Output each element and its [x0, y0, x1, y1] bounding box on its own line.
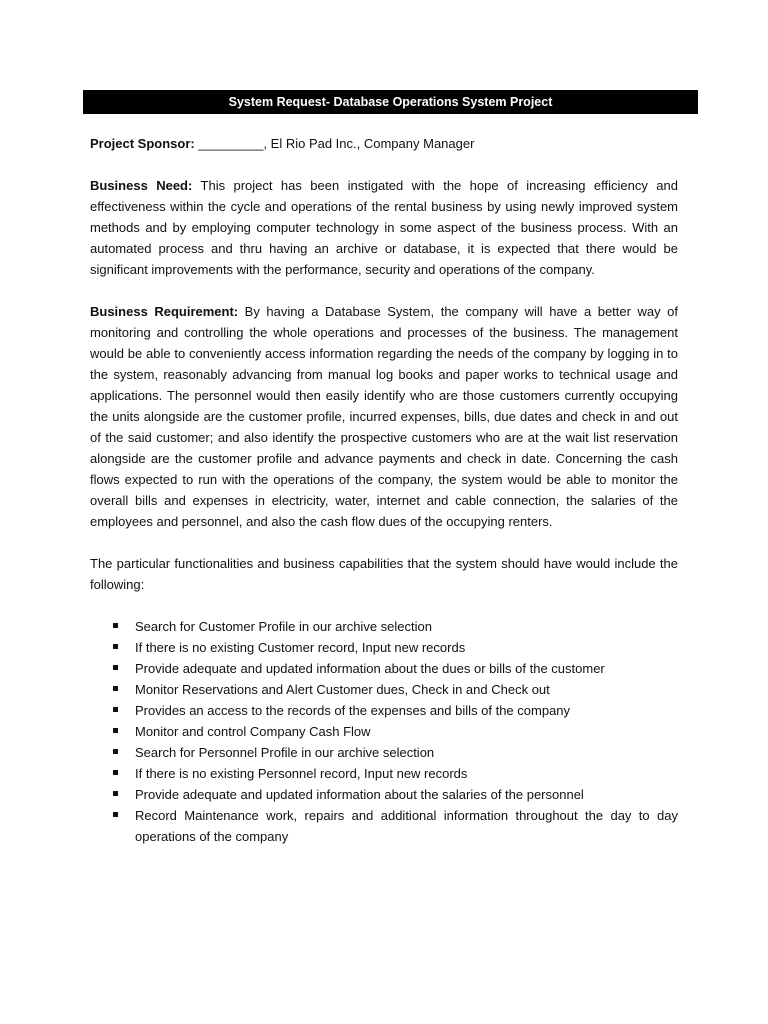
business-requirement-text: By having a Database System, the company will have a better way of monitoring and controlling the whole operations and processes of the business. The management would be able to conveniently access information regarding the needs of the company by logging in to the system, reasonably advancing from manual log books and paper works to technical usage and applications. The personnel would then easily identify who are those customers currently occupying the units alongside are the customer profile, incurred expenses, bills, due dates and check in and out of the said customer; and also identify the prospective customers who are at the wait list reservation alongside are the customer profile and advance payments and check in date. Concerning the cash flows expected to run with the operations of the company, the system would be able to monitor the overall bills and expenses in electricity, water, internet and cable connection, the salaries of the employees and personnel, and also the cash flow dues of the occupying renters. [90, 304, 679, 529]
list-item [90, 616, 678, 637]
list-item-text: Search for Personnel Profile in our archive selection [135, 745, 435, 760]
list-item [90, 658, 678, 679]
square-bullet-icon [113, 728, 118, 733]
square-bullet-icon [113, 665, 118, 670]
business-need-label: Business Need: [90, 178, 193, 193]
list-item-text: Search for Customer Profile in our archive selection [135, 619, 432, 634]
list-item-text: If there is no existing Customer record, Input new records [135, 640, 466, 655]
list-item-text: Monitor and control Company Cash Flow [135, 724, 371, 739]
list-item [90, 805, 678, 847]
business-requirement-paragraph [90, 301, 678, 532]
list-item-text: Monitor Reservations and Alert Customer dues, Check in and Check out [135, 682, 550, 697]
list-item-text: Provide adequate and updated information about the salaries of the personnel [135, 787, 584, 802]
project-sponsor-label: Project Sponsor: [90, 136, 195, 151]
list-item [90, 700, 678, 721]
square-bullet-icon [113, 770, 118, 775]
list-item-text: Provides an access to the records of the expenses and bills of the company [135, 703, 571, 718]
list-item-text: If there is no existing Personnel record, Input new records [135, 766, 468, 781]
list-item [90, 742, 678, 763]
list-item [90, 679, 678, 700]
square-bullet-icon [113, 623, 118, 628]
list-item [90, 721, 678, 742]
document-title: System Request- Database Operations System Project [83, 90, 698, 114]
square-bullet-icon [113, 812, 118, 817]
project-sponsor-paragraph [90, 133, 678, 154]
square-bullet-icon [113, 707, 118, 712]
square-bullet-icon [113, 686, 118, 691]
list-item [90, 637, 678, 658]
list-item [90, 784, 678, 805]
business-need-paragraph [90, 175, 678, 280]
square-bullet-icon [113, 791, 118, 796]
functionalities-list [90, 616, 678, 847]
functionalities-intro: The particular functionalities and business capabilities that the system should have would include the following: [90, 556, 678, 592]
business-requirement-label: Business Requirement: [90, 304, 239, 319]
document-body [90, 133, 678, 847]
list-item [90, 763, 678, 784]
square-bullet-icon [113, 749, 118, 754]
list-item-text: Provide adequate and updated information about the dues or bills of the customer [135, 661, 605, 676]
business-need-text: This project has been instigated with the hope of increasing efficiency and effectiveness within the cycle and operations of the rental business by using newly improved system methods and by employing computer technology in some aspect of the business process. With an automated process and thru having an archive or database, it is expected that there would be significant improvements with the performance, security and operations of the company. [90, 178, 678, 277]
project-sponsor-text: _________, El Rio Pad Inc., Company Manager [194, 136, 475, 151]
square-bullet-icon [113, 644, 118, 649]
list-item-text: Record Maintenance work, repairs and additional information throughout the day to day operations of the company [135, 808, 678, 844]
